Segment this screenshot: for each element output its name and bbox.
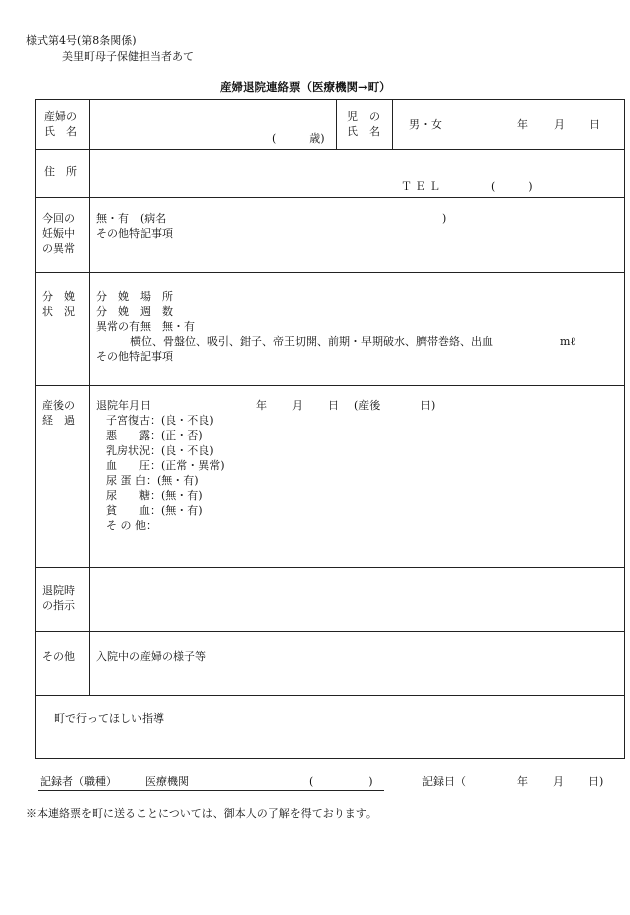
row-divider [36, 567, 624, 568]
mother-age: ( 歳) [272, 132, 325, 145]
postpartum-item: 乳房状況：(良・不良) [106, 444, 214, 457]
row-divider [36, 695, 624, 696]
row-divider [36, 272, 624, 273]
delivery-abnormality-types: 横位、骨盤位、吸引、鉗子、帝王切開、前期・早期破水、臍帯巻絡、出血 [130, 335, 493, 348]
row-divider [36, 197, 624, 198]
discharge-day: 日 [328, 399, 339, 412]
consent-note: ※本連絡票を町に送ることについては、御本人の了解を得ております。 [26, 807, 377, 820]
addressee: 美里町母子保健担当者あて [62, 50, 194, 63]
instructions-label-1: 退院時 [42, 584, 75, 597]
postpartum-days-close: 日) [420, 399, 436, 412]
postpartum-item: 子宮復古：(良・不良) [106, 414, 214, 427]
discharge-month: 月 [292, 399, 303, 412]
record-day: 日) [588, 775, 604, 788]
pregnancy-disease: 無・有 (病名 [96, 212, 167, 225]
birth-day: 日 [589, 118, 600, 131]
delivery-notes: その他特記事項 [96, 350, 173, 363]
row-divider [36, 631, 624, 632]
postpartum-label-1: 産後の [42, 399, 75, 412]
delivery-label-1: 分 娩 [42, 290, 75, 303]
tel-label: ＴＥＬ [401, 180, 443, 193]
pregnancy-label-3: の異常 [42, 242, 75, 255]
postpartum-item: 血 圧：(正常・異常) [106, 459, 225, 472]
record-date-label: 記録日（ [422, 775, 466, 788]
row-divider [36, 385, 624, 386]
row-divider [36, 149, 624, 150]
record-month: 月 [553, 775, 564, 788]
record-year: 年 [517, 775, 528, 788]
address-label: 住 所 [44, 165, 77, 178]
institution-paren: ( ) [309, 775, 373, 788]
mother-name-label-1: 産婦の [44, 110, 77, 123]
child-column-divider [336, 100, 337, 149]
liaison-form-table [35, 99, 625, 759]
postpartum-item: 尿 糖：(無・有) [106, 489, 203, 502]
pregnancy-label-1: 今回の [42, 212, 75, 225]
delivery-label-2: 状 況 [42, 305, 75, 318]
birth-year: 年 [517, 118, 528, 131]
pregnancy-label-2: 妊娠中 [42, 227, 75, 240]
child-name-label-2: 氏 名 [347, 125, 380, 138]
mother-name-label-2: 氏 名 [44, 125, 77, 138]
label-column-divider [89, 100, 90, 695]
delivery-weeks: 分 娩 週 数 [96, 305, 173, 318]
delivery-place: 分 娩 場 所 [96, 290, 173, 303]
pregnancy-disease-close: ) [442, 212, 447, 225]
postpartum-label-2: 経 過 [42, 414, 75, 427]
discharge-year: 年 [256, 399, 267, 412]
delivery-abnormality: 異常の有無 無・有 [96, 320, 195, 333]
birth-month: 月 [554, 118, 565, 131]
postpartum-item: 尿 蛋 白：(無・有) [106, 474, 199, 487]
child-sex: 男・女 [409, 118, 442, 131]
form-number: 様式第4号(第8条関係) [26, 34, 137, 47]
institution-label: 医療機関 [145, 775, 189, 788]
form-title: 産婦退院連絡票（医療機関→町） [220, 80, 391, 94]
child-name-label-1: 児 の [347, 110, 380, 123]
postpartum-item: 悪 露：(正・否) [106, 429, 203, 442]
postpartum-item: そ の 他： [106, 519, 157, 532]
postpartum-item: 貧 血：(無・有) [106, 504, 203, 517]
child-value-divider [392, 100, 393, 149]
discharge-date-label: 退院年月日 [96, 399, 151, 412]
tel-paren: ( ) [491, 180, 533, 193]
instructions-label-2: の指示 [42, 599, 75, 612]
guidance-text: 町で行ってほしい指導 [54, 712, 164, 725]
other-label: その他 [42, 650, 75, 663]
pregnancy-notes: その他特記事項 [96, 227, 173, 240]
recorder-underline [38, 790, 384, 791]
bleeding-unit: mℓ [560, 335, 576, 348]
recorder-label: 記録者（職種） [40, 775, 117, 788]
postpartum-days-open: (産後 [354, 399, 381, 412]
other-text: 入院中の産婦の様子等 [96, 650, 206, 663]
